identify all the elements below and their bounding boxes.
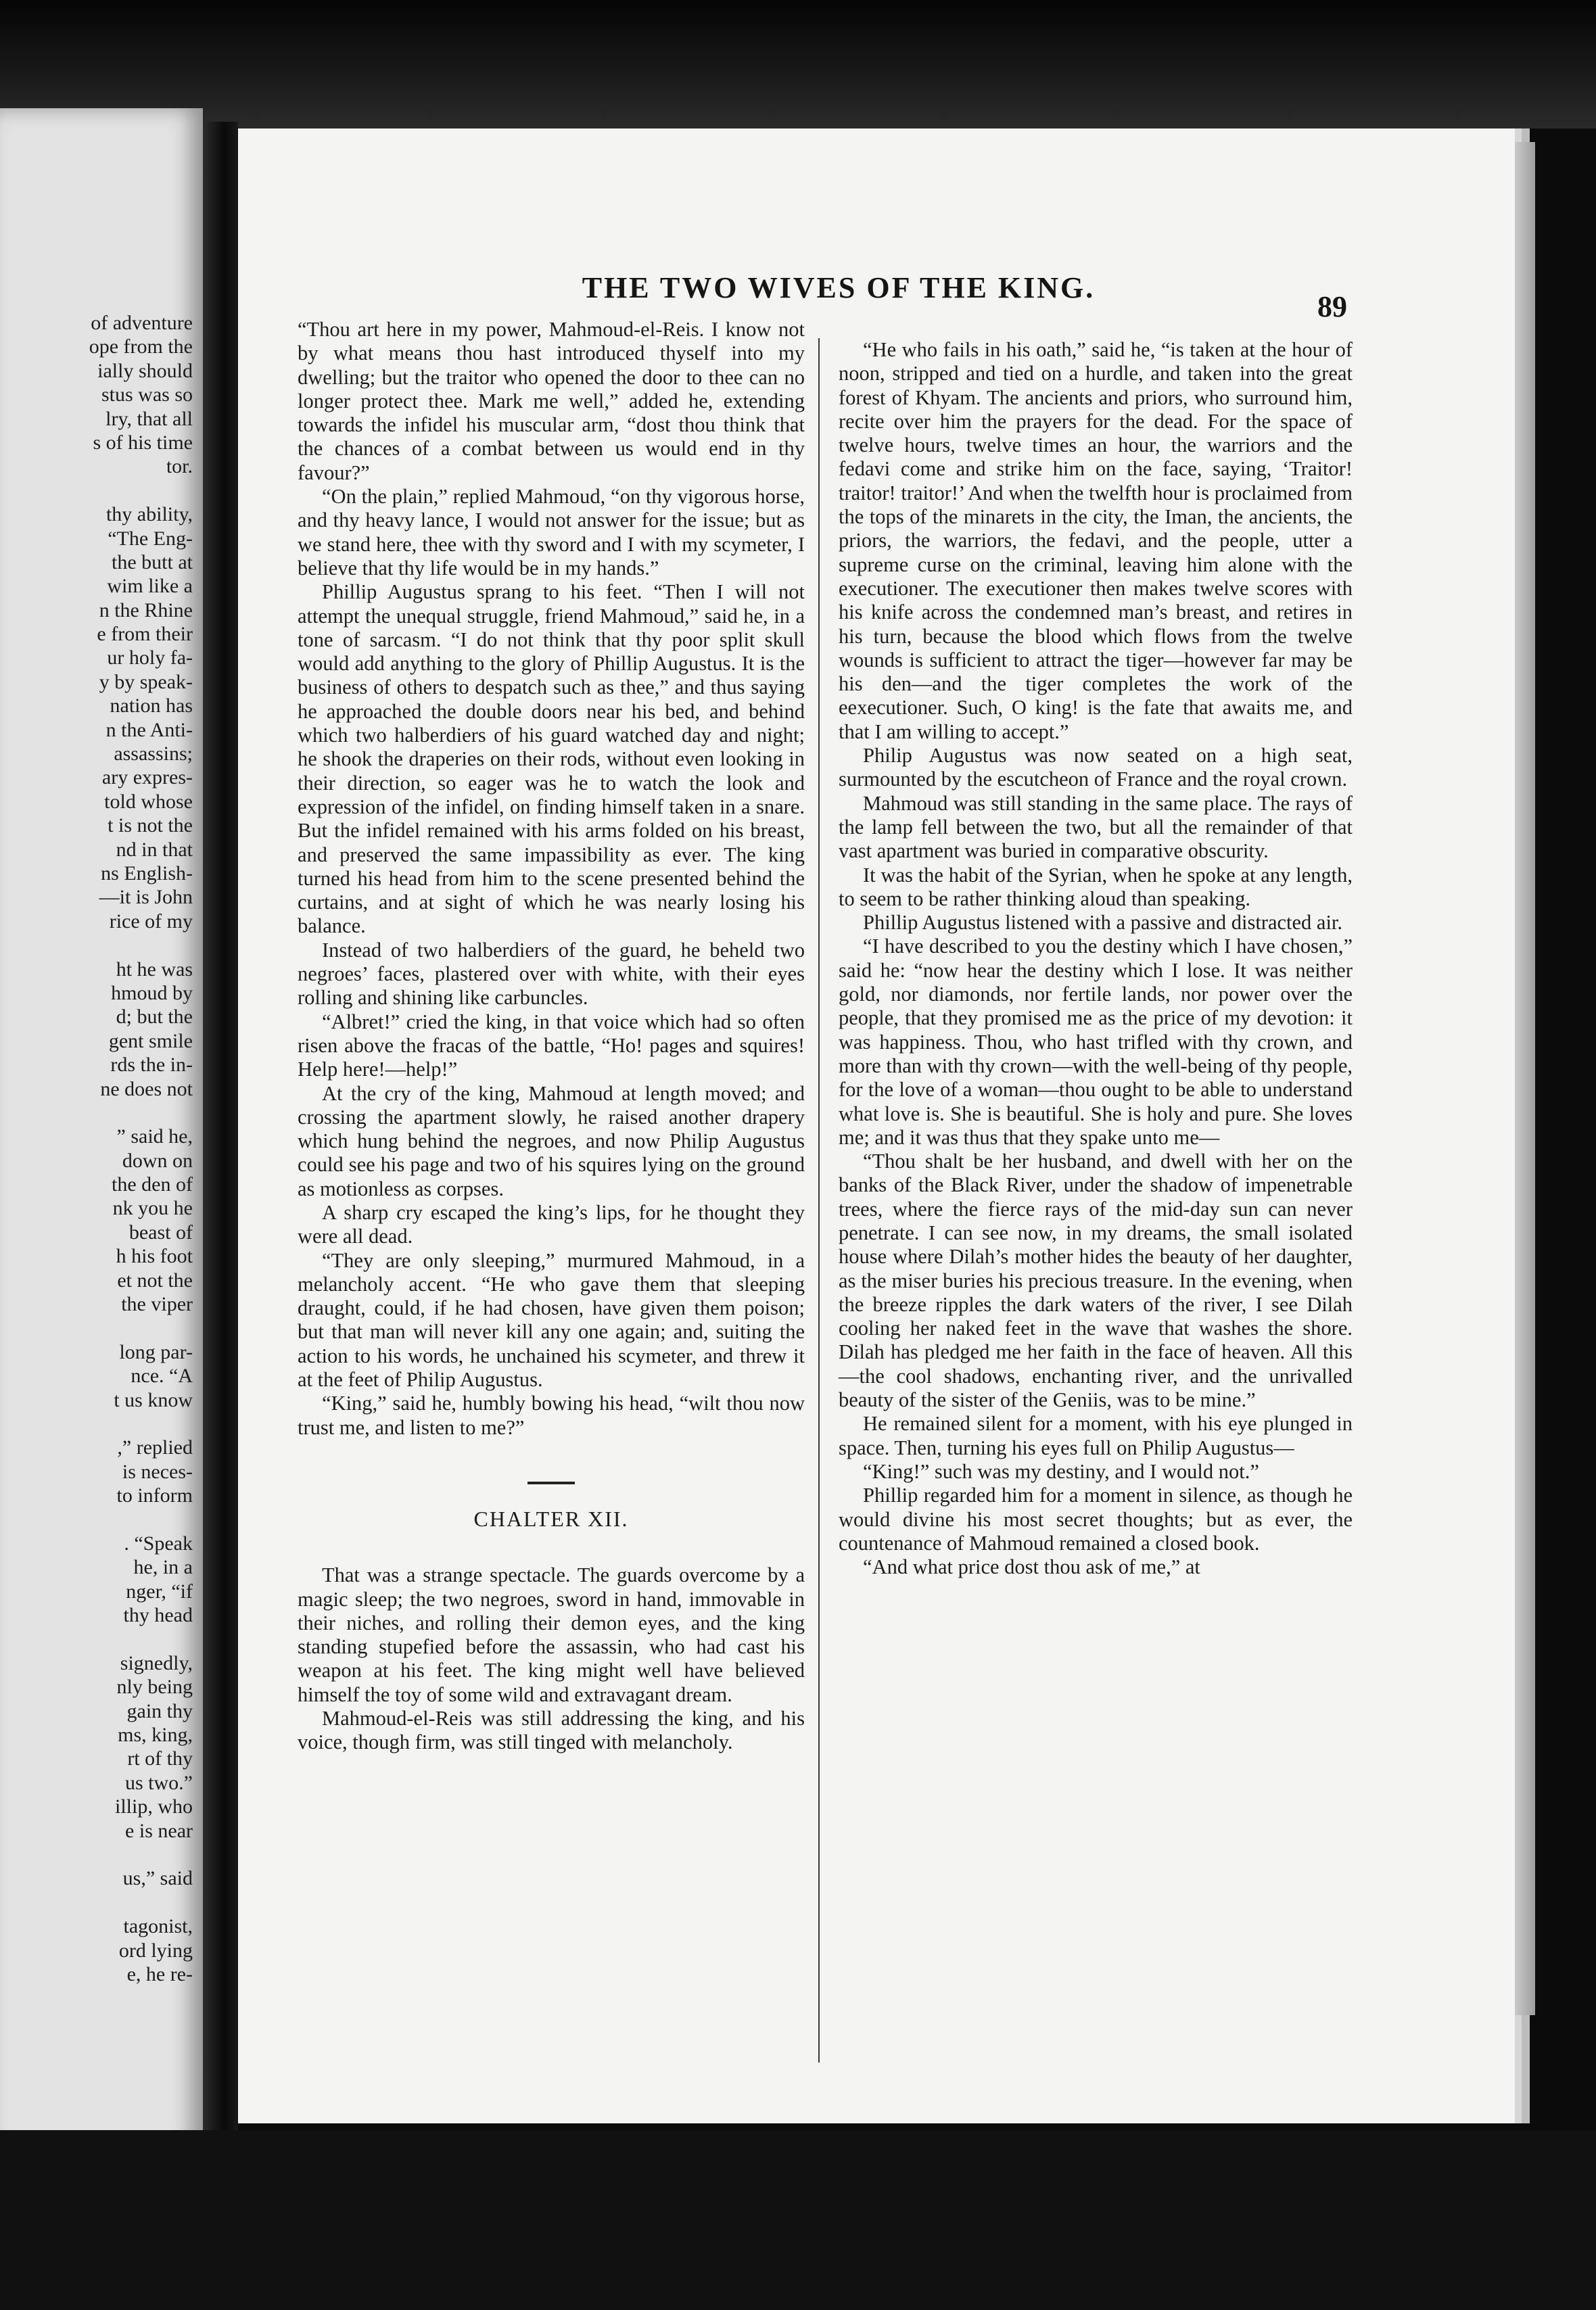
left-page-fragment-line: gain thy [126,1699,193,1722]
left-page-fragment-line [0,1316,193,1340]
column-divider [818,338,820,2062]
paragraph: “And what price dost thou ask of me,” at [863,1555,1200,1579]
left-page-fragment-line: nly being [116,1676,193,1699]
left-text-column [298,318,805,1755]
left-page-fragment-line: tor. [166,455,193,478]
left-page-fragment-line: ,” replied [117,1436,193,1459]
left-page-fragment-line: the butt at [112,550,193,573]
paragraph: “On the plain,” replied Mahmoud, “on thy vigorous horse, and thy heavy lance, I would not answer for the issue; but as we stand here, thee with thy sword and I with my scymeter, I believe that thy life would be in my hands.” [298,485,805,580]
left-page-fragment-line: thy head [123,1604,193,1627]
left-page-fragment-line: rt of thy [127,1747,193,1770]
left-page-fragment-line: long par- [119,1340,193,1363]
left-page-fragment-line [0,1508,193,1532]
paragraph: Phillip Augustus listened with a passive and distracted air. [863,911,1343,935]
paragraph: That was a strange spectacle. The guards overcome by a magic sleep; the two negroes, sword in hand, immovable in their niches, and rolling their demon eyes, and the king standing stupefied before the assassin, who had cast his weapon at his feet. The king might well have believed himself the toy of some wild and extravagant dream. [298,1563,805,1706]
left-page-fragment-line: ur holy fa- [107,646,193,669]
paragraph: A sharp cry escaped the king’s lips, for he thought they were all dead. [298,1200,805,1248]
left-page-fragment-line [0,1891,193,1914]
left-page-fragment-line [0,479,193,502]
book-gutter [203,122,238,2171]
left-page-fragment-line: illip, who [114,1795,193,1818]
scan-background-top [0,0,1596,128]
left-page-fragment-line: ne does not [100,1077,193,1100]
left-page-fragment-line: nger, “if [126,1580,193,1603]
left-page-fragment-line: ord lying [118,1939,193,1962]
right-text-column [839,338,1353,1579]
left-page-fragment-line: told whose [104,790,193,813]
paragraph: Phillip regarded him for a moment in silence, as though he would divine his most secret thoughts; but as ever, the countenance of Mahmoud remained a closed book. [839,1484,1353,1555]
paragraph: “Albret!” cried the king, in that voice which had so often risen above the fracas of the battle, “Ho! pages and squires! Help here!—help!” [298,1010,805,1081]
left-page-fragment-line: wim like a [107,575,193,598]
left-page-fragment-line: —it is John [99,886,193,909]
running-head: THE TWO WIVES OF THE KING. [582,271,1096,304]
left-page-fragment-line: ially should [97,359,193,382]
left-page-fragment-line: ns English- [101,862,193,885]
left-page-fragment-line: d; but the [116,1006,193,1029]
left-page-fragment-line: us two.” [125,1771,193,1794]
paragraph: “He who fails in his oath,” said he, “is taken at the hour of noon, stripped and tied on a hurdle, and taken into the great forest of Khyam. The ancients and priors, who surround him, recite over him the prayers for the dead. For the space of twelve hours, twelve times an hour, the warriors and the fedavi come and strike him on the face, saying, ‘Traitor! traitor! traitor!’ And when the twelfth hour is proclaimed from the tops of the minarets in the city, the Iman, the ancients, the priors, the warriors, the fedavi, and the people, utter a supreme curse on the criminal, leaving him alone with the executioner. The executioner then makes twelve scores with his knife across the condemned man’s breast, and retires in his turn, because the blood which flows from the twelve wounds is sufficient to attract the tiger—however far may be his den—and the tiger completes the work of the eexecutioner. Such, O king! is the fate that awaits me, and that I am willing to accept.” [839,338,1353,743]
left-page-fragment-line: down on [122,1149,193,1172]
left-page-fragment-line: assassins; [114,742,193,765]
paragraph: Mahmoud-el-Reis was still addressing the king, and his voice, though firm, was still tinged with melancholy. [298,1707,805,1754]
paragraph: “King,” said he, humbly bowing his head, “wilt thou now trust me, and listen to me?” [298,1392,805,1439]
chapter-heading: CHALTER XII. [473,1506,629,1531]
left-page-fragment-line: to inform [116,1484,193,1507]
left-page-fragment-line: stus was so [101,383,193,406]
left-page-fragment-line: n the Rhine [99,598,193,621]
left-page-fragment-line: ht he was [116,958,193,981]
left-page-fragment-line: ms, king, [118,1724,193,1747]
scan-background-bottom [0,2130,1596,2310]
left-page-fragment-line: . “Speak [124,1532,193,1555]
left-page-fragment-line: ary expres- [101,766,193,789]
left-page-fragment-line: lry, that all [105,407,193,430]
left-page-fragment-line: the viper [121,1293,193,1316]
left-page-fragment-line: e is near [125,1819,193,1842]
left-page-fragment-line: of adventure [91,312,193,334]
chapter-separator-rule [527,1482,575,1484]
left-page-fragment-line: n the Anti- [105,718,193,741]
paragraph: He remained silent for a moment, with his eye plunged in space. Then, turning his eyes full on Philip Augustus— [839,1412,1353,1459]
left-page-fragment-line: us,” said [122,1867,193,1890]
paragraph: “Thou shalt be her husband, and dwell with her on the banks of the Black River, under the shadow of impenetrable trees, where the fierce rays of the mid-day sun can never penetrate. I can see now, in my dreams, the small isolated house where Dilah’s mother hides the beauty of her daughter, as the miser buries his precious treasure. In the evening, when the breeze ripples the dark waters of the river, I see Dilah cooling her naked feet in the wave that washes the shore. Dilah has pledged me her faith in the face of heaven. All this—the cool shadows, enchanting river, and the unrivalled beauty of the sister of the Geniis, was to be mine.” [839,1150,1353,1412]
left-page-fragment-line: signedly, [120,1651,193,1674]
left-page-fragment-line [0,933,193,957]
left-page-fragment-line: tagonist, [123,1915,193,1938]
paragraph: “King!” such was my destiny, and I would not.” [863,1459,1259,1483]
left-facing-page [0,108,203,2150]
left-page-fragment-line [0,1843,193,1866]
paragraph: At the cry of the king, Mahmoud at length moved; and crossing the apartment slowly, he raised another drapery which hung behind the negroes, and now Philip Augustus could see his page and two of his squires lying on the ground as motionless as corpses. [298,1081,805,1200]
left-page-text-fragments [0,311,193,1986]
left-page-fragment-line: the den of [112,1173,193,1196]
left-page-fragment-line [0,1101,193,1125]
left-page-fragment-line: rice of my [109,910,193,933]
left-page-fragment-line: gent smile [108,1029,193,1052]
paragraph: “I have described to you the destiny which I have chosen,” said he: “now hear the destiny which I lose. It was neither gold, nor diamonds, nor fertile lands, nor power over the people, that they promised me as the price of my devotion: it was happiness. Thou, who hast trifled with thy crown, and more than with thy crown—with the well-being of thy people, for the love of a woman—thou ought to be able to understand what love is. She is beautiful. She is holy and pure. She loves me; and it was thus that they spake unto me— [839,935,1353,1149]
left-page-fragment-line: “The Eng- [108,527,193,550]
left-page-fragment-line: et not the [117,1269,193,1292]
left-page-fragment-line: beast of [128,1221,193,1244]
left-page-fragment-line: hmoud by [111,981,193,1004]
paragraph: “Thou art here in my power, Mahmoud-el-Reis. I know not by what means thou hast introduced thyself into my dwelling; but the traitor who opened the door to thee can no longer protect thee. Mark me well,” added he, extending towards the infidel his muscular arm, “dost thou think that the chances of a combat between us would end in thy favour?” [298,318,805,484]
page-number: 89 [1317,290,1347,323]
left-page-fragment-line: nd in that [116,838,193,861]
left-page-fragment-line: he, in a [133,1556,193,1579]
left-page-fragment-line: t us know [114,1388,193,1411]
left-page-fragment-line: e, he re- [126,1962,193,1985]
paragraph: Philip Augustus was now seated on a high seat, surmounted by the escutcheon of France and the royal crown. [839,744,1353,791]
page-edge-shadow [1515,142,1535,2015]
left-page-fragment-line: nation has [110,694,193,717]
paragraph: Phillip Augustus sprang to his feet. “Then I will not attempt the unequal struggle, friend Mahmoud,” said he, in a tone of sarcasm. “I do not think that thy poor split skull would add anything to the glory of Phillip Augustus. It is the business of others to despatch such as thee,” and thus saying he approached the double doors near his bed, and behind which two halberdiers of his guard watched day and night; he shook the draperies on their rods, without even looking in their direction, so eager was he to watch the look and expression of the infidel, on finding himself taken in a snare. But the infidel remained with his arms folded on his breast, and preserved the same impassibility as ever. The king turned his head from him to the scene presented behind the curtains, and at sight of which he was nearly losing his balance. [298,580,805,938]
paragraph: It was the habit of the Syrian, when he spoke at any length, to seem to be rather thinking aloud than speaking. [839,863,1353,910]
left-page-fragment-line [0,1412,193,1436]
left-page-fragment-line: nce. “A [131,1365,193,1388]
paragraph: “They are only sleeping,” murmured Mahmoud, in a melancholy accent. “He who gave them that sleeping draught, could, if he had chosen, have given them poison; but that man will never kill any one again; and, suiting the action to his words, he unchained his scymeter, and threw it at the feet of Philip Augustus. [298,1248,805,1392]
paragraph: Mahmoud was still standing in the same place. The rays of the lamp fell between the two, but all the remainder of that vast apartment was buried in comparative obscurity. [839,791,1353,863]
left-page-fragment-line: t is not the [108,814,193,837]
left-page-fragment-line: y by speak- [99,670,193,693]
paragraph: Instead of two halberdiers of the guard, he beheld two negroes’ faces, plastered over with white, with their eyes rolling and shining like carbuncles. [298,938,805,1010]
left-page-fragment-line: s of his time [93,431,193,454]
left-page-fragment-line: nk you he [112,1197,193,1220]
left-page-fragment-line: is neces- [122,1460,193,1483]
left-page-fragment-line: e from their [97,623,193,646]
left-page-fragment-line [0,1627,193,1651]
left-page-fragment-line: ” said he, [116,1125,193,1148]
left-page-fragment-line: thy ability, [105,503,193,526]
left-page-fragment-line: ope from the [89,335,193,358]
left-page-fragment-line: rds the in- [110,1054,193,1077]
left-page-fragment-line: h his foot [116,1245,193,1268]
